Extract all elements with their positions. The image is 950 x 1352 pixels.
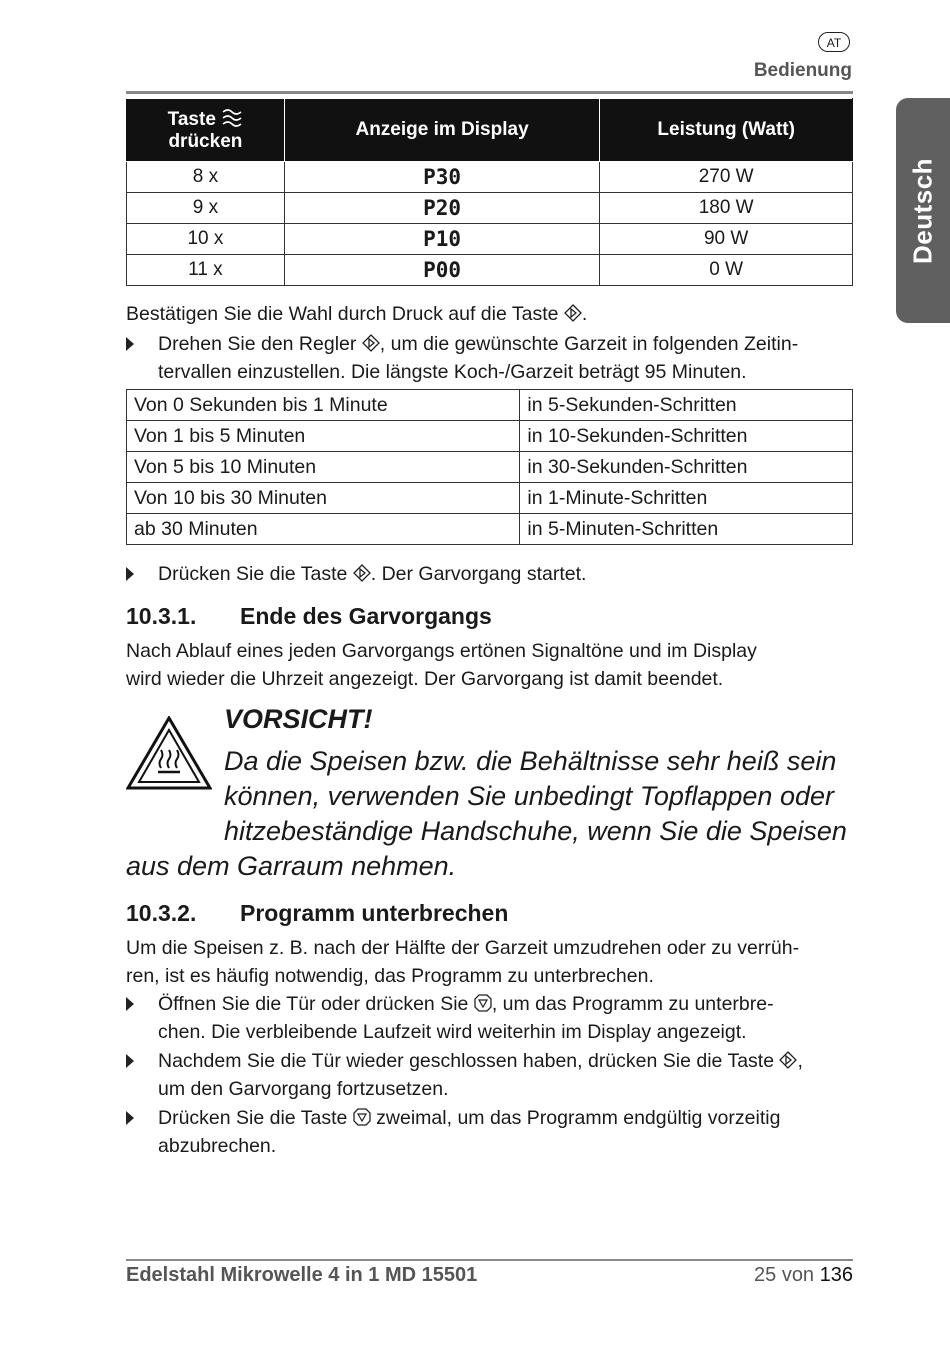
bullet-open-door: Öffnen Sie die Tür oder drücken Sie , um das Programm zu unterbre- chen. Die verbleibende Laufzeit wird weiterhin im Display angezeigt. (126, 990, 853, 1046)
table-row: Von 10 bis 30 Minuten in 1-Minute-Schritten (127, 483, 853, 514)
table-row: 11 x P00 0 W (127, 255, 853, 286)
power-table-header-display: Anzeige im Display (284, 99, 600, 162)
table-row: 8 x P30 270 W (127, 162, 853, 193)
table-row: Von 5 bis 10 Minuten in 30-Sekunden-Schritten (127, 452, 853, 483)
stop-icon (353, 1108, 371, 1126)
warning-text-end: aus dem Garraum nehmen. (126, 851, 457, 881)
start-icon (779, 1051, 797, 1069)
paragraph-end-of-cooking: Nach Ablauf eines jeden Garvorgangs ertönen Signaltöne und im Display wird wieder die Uhrzeit angezeigt. Der Garvorgang ist damit beendet. (126, 640, 757, 690)
header-rule (126, 91, 853, 94)
footer-rule (126, 1259, 853, 1261)
power-table-header-power: Leistung (Watt) (600, 99, 853, 162)
bullet-arrow-icon (126, 567, 134, 581)
start-icon (362, 334, 380, 352)
start-icon (564, 304, 582, 322)
stop-icon (474, 994, 492, 1012)
warning-text: Da die Speisen bzw. die Behältnisse sehr heiß sein können, verwenden Sie unbedingt Topflappen oder hitzebeständige Handschuhe, wenn Sie die Speisen (224, 746, 847, 846)
paragraph-interrupt-program: Um die Speisen z. B. nach der Hälfte der Garzeit umzudrehen oder zu verrüh- ren, ist es häufig notwendig, das Programm zu unterbrechen. (126, 937, 800, 987)
heading-end-of-cooking: 10.3.1. Ende des Garvorgangs (126, 603, 492, 629)
language-tab (896, 98, 950, 323)
hot-surface-warning-icon (126, 716, 212, 790)
bullet-arrow-icon (126, 997, 134, 1011)
table-row: 10 x P10 90 W (127, 224, 853, 255)
bullet-start: Drücken Sie die Taste . Der Garvorgang startet. (126, 560, 853, 588)
microwave-power-icon (221, 108, 243, 128)
bullet-turn-knob: Drehen Sie den Regler , um die gewünschte Garzeit in folgenden Zeitin- tervallen einzustellen. Die längste Koch-/Garzeit beträgt 95 Minuten. (126, 330, 853, 386)
table-row: Von 0 Sekunden bis 1 Minute in 5-Sekunden-Schritten (127, 390, 853, 421)
footer-product: Edelstahl Mikrowelle 4 in 1 MD 15501 (126, 1264, 478, 1286)
table-row: 9 x P20 180 W (127, 193, 853, 224)
confirm-paragraph: Bestätigen Sie die Wahl durch Druck auf die Taste . (126, 303, 588, 325)
country-badge: AT (818, 32, 850, 52)
interval-table (126, 389, 853, 545)
heading-interrupt-program: 10.3.2. Programm unterbrechen (126, 900, 509, 926)
footer-page-number: 25 von 136 (754, 1264, 853, 1286)
warning-title: VORSICHT! (224, 704, 373, 734)
language-tab-label: Deutsch (907, 157, 938, 264)
bullet-cancel: Drücken Sie die Taste zweimal, um das Programm endgültig vorzeitig abzubrechen. (126, 1104, 853, 1160)
bullet-arrow-icon (126, 337, 134, 351)
power-table-header-key: Taste drücken (127, 99, 285, 162)
bullet-arrow-icon (126, 1054, 134, 1068)
table-row: ab 30 Minuten in 5-Minuten-Schritten (127, 514, 853, 545)
bullet-arrow-icon (126, 1111, 134, 1125)
section-title: Bedienung (753, 60, 852, 81)
table-row: Von 1 bis 5 Minuten in 10-Sekunden-Schritten (127, 421, 853, 452)
start-icon (353, 564, 371, 582)
bullet-resume: Nachdem Sie die Tür wieder geschlossen haben, drücken Sie die Taste , um den Garvorgang fortzusetzen. (126, 1047, 853, 1103)
power-table (126, 98, 853, 286)
